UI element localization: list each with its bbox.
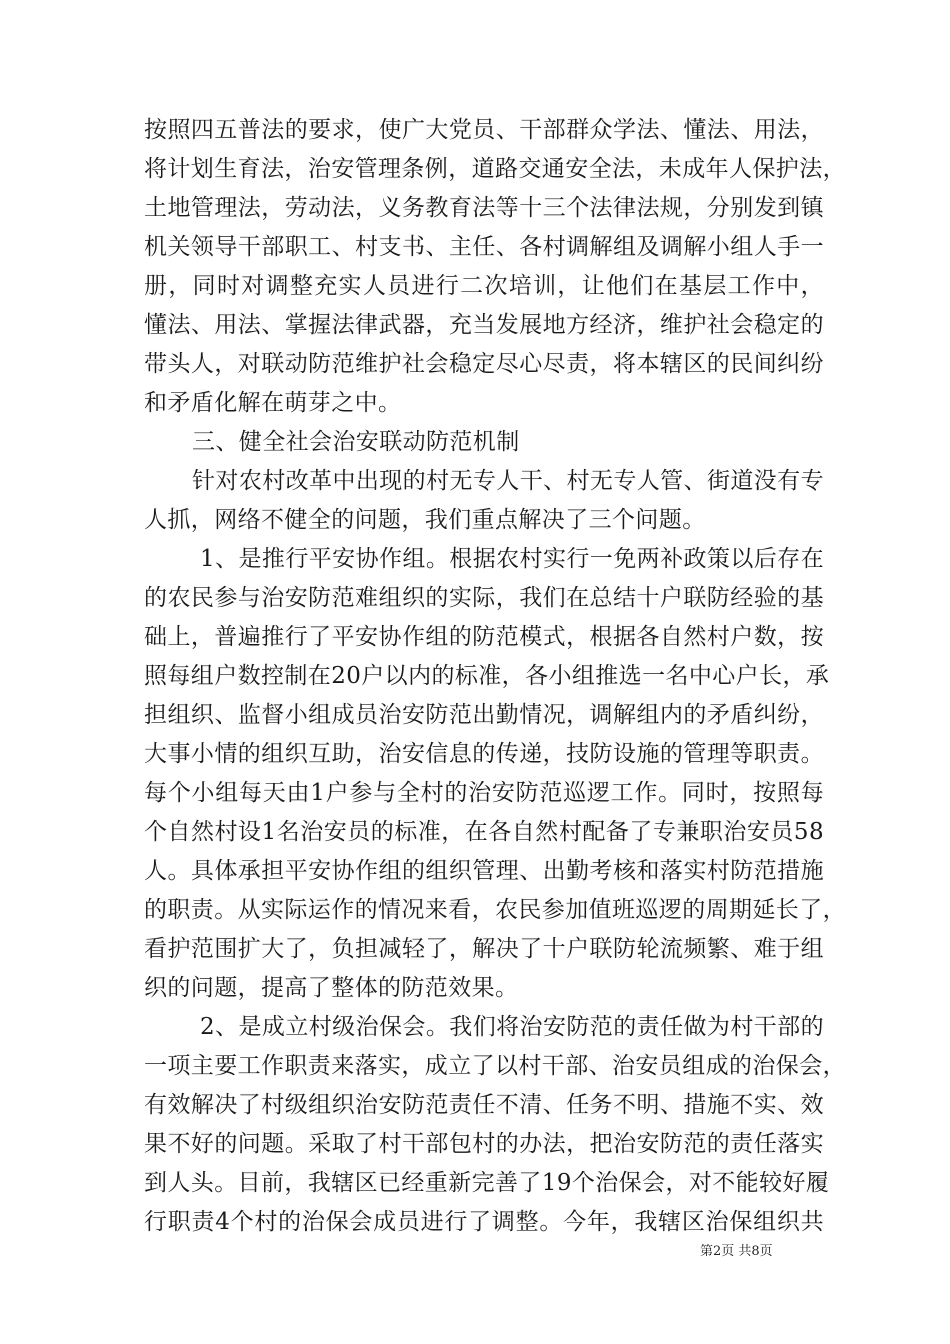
text-line: 将计划生育法，治安管理条例，道路交通安全法，未成年人保护法，	[144, 156, 846, 182]
text-line: 带头人，对联动防范维护社会稳定尽心尽责，将本辖区的民间纠纷	[144, 351, 824, 377]
page-number: 第2页 共8页	[700, 1244, 773, 1259]
text-line: 织的问题，提高了整体的防范效果。	[144, 975, 519, 1001]
list-item-1-first-line: 1、是推行平安协作组。根据农村实行一免两补政策以后存在	[200, 546, 824, 572]
section-heading: 三、健全社会治安联动防范机制	[192, 429, 520, 455]
text-line: 行职责4个村的治保会成员进行了调整。今年，我辖区治保组织共	[144, 1209, 824, 1235]
text-line: 和矛盾化解在萌芽之中。	[144, 390, 402, 416]
text-line: 册，同时对调整充实人员进行二次培训，让他们在基层工作中，	[144, 273, 824, 299]
text-line: 大事小情的组织互助，治安信息的传递，技防设施的管理等职责。	[144, 741, 824, 767]
text-line: 人。具体承担平安协作组的组织管理、出勤考核和落实村防范措施	[144, 858, 824, 884]
text-line: 的职责。从实际运作的情况来看，农民参加值班巡逻的周期延长了，	[144, 897, 846, 923]
text-line: 担组织、监督小组成员治安防范出勤情况，调解组内的矛盾纠纷，	[144, 702, 824, 728]
text-line: 看护范围扩大了，负担减轻了，解决了十户联防轮流频繁、难于组	[144, 936, 824, 962]
text-line: 机关领导干部职工、村支书、主任、各村调解组及调解小组人手一	[144, 234, 824, 260]
text-line: 懂法、用法、掌握法律武器，充当发展地方经济，维护社会稳定的	[144, 312, 824, 338]
text-line: 按照四五普法的要求，使广大党员、干部群众学法、懂法、用法，	[144, 117, 824, 143]
text-line: 到人头。目前，我辖区已经重新完善了19个治保会，对不能较好履	[144, 1170, 830, 1196]
list-item-2-first-line: 2、是成立村级治保会。我们将治安防范的责任做为村干部的	[200, 1014, 824, 1040]
text-line: 人抓，网络不健全的问题，我们重点解决了三个问题。	[144, 507, 706, 533]
text-line: 照每组户数控制在20户以内的标准，各小组推选一名中心户长，承	[144, 663, 830, 689]
text-line: 土地管理法，劳动法，义务教育法等十三个法律法规，分别发到镇	[144, 195, 824, 221]
text-line: 一项主要工作职责来落实，成立了以村干部、治安员组成的治保会，	[144, 1053, 846, 1079]
text-line: 础上，普遍推行了平安协作组的防范模式，根据各自然村户数，按	[144, 624, 824, 650]
text-line: 每个小组每天由1户参与全村的治安防范巡逻工作。同时，按照每	[144, 780, 824, 806]
text-line: 果不好的问题。采取了村干部包村的办法，把治安防范的责任落实	[144, 1131, 824, 1157]
text-line: 有效解决了村级组织治安防范责任不清、任务不明、措施不实、效	[144, 1092, 824, 1118]
paragraph-first-line: 针对农村改革中出现的村无专人干、村无专人管、街道没有专	[192, 468, 824, 494]
text-line: 的农民参与治安防范难组织的实际，我们在总结十户联防经验的基	[144, 585, 824, 611]
text-line: 个自然村设1名治安员的标准，在各自然村配备了专兼职治安员58	[144, 819, 824, 845]
